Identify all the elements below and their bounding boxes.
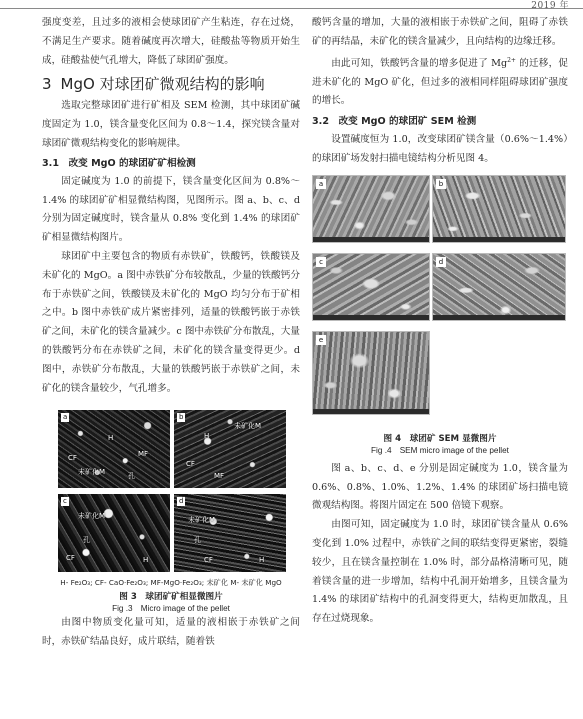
panel-tag: b <box>179 413 184 422</box>
final-paragraph: 由图可知，固定碱度为 1.0 时，球团矿镁含量从 0.6% 变化到 1.0% 过程中，赤铁矿之间的联结变得更紧密，裂缝较少，且在镁含量控制在 1.0% 时，部分晶格清晰可见，随着镁含量的进一步增加，结构中孔洞开始增多，且镁含量为 1.4% 的球团矿结构中的孔洞变得更大，结构更加散乱，且存在过烧现象。 <box>312 519 568 625</box>
sem-image-d <box>432 253 566 321</box>
phase-label: MF <box>138 450 149 459</box>
scale-bar <box>433 315 565 320</box>
paragraph-3-2: 设置碱度恒为 1.0，改变球团矿镁含量（0.6%～1.4%）的球团矿场发射扫描电镜结构分析见图 4。 <box>312 134 568 164</box>
phase-label: 未矿化M <box>78 468 106 477</box>
panel-tag: d <box>436 257 446 267</box>
micrograph-d <box>174 494 286 572</box>
phase-label: 孔 <box>128 472 135 481</box>
phase-label: CF <box>186 460 195 469</box>
intro-paragraph: 强度变差，且过多的液相会使球团矿产生粘连，存在过烧，不满足生产要求。随着碱度再次增大，硅酸盐等物质开始生成，硅酸盐使气孔增大，降低了球团矿强度。 <box>42 17 300 66</box>
conclusion-text-a: 由此可知，铁酸钙含量的增多促进了 Mg <box>331 57 508 69</box>
subsection-heading-3-2: 3.2 改变 MgO 的球团矿 SEM 检测 <box>312 116 477 128</box>
left-column <box>42 14 300 652</box>
panel-tag: e <box>316 335 326 345</box>
section-number: 3 <box>42 75 52 94</box>
paragraph-3-1-a: 固定碱度为 1.0 的前提下，镁含量变化区间为 0.8%～1.4% 的球团矿矿相显微结构图，见图所示。图 a、b、c、d 分别为固定碱度时，镁含量从 0.8% 变化到 1.4% 的球团矿矿相显微结构图片。 <box>42 175 300 244</box>
panel-tag: b <box>436 179 446 189</box>
section-heading <box>42 74 300 94</box>
micrograph-c <box>58 494 170 572</box>
phase-label: 未矿化M <box>188 516 216 525</box>
conclusion-paragraph <box>312 52 568 112</box>
figure-4 <box>312 175 568 433</box>
panel-tag: c <box>316 257 326 267</box>
right-column <box>312 14 568 629</box>
panel-tag: d <box>179 497 184 506</box>
figure-3-caption-cn: 图 3 球团矿矿相显微图片 <box>119 592 223 603</box>
sem-image-c <box>312 253 430 321</box>
panel-tag: a <box>63 413 68 422</box>
phase-label: CF <box>66 554 75 563</box>
paragraph-fig4: 图 a、b、c、d、e 分别是固定碱度为 1.0，镁含量为 0.6%、0.8%、1.0%、1.2%、1.4% 的球团矿场扫描电镜微观结构图。将图片固定在 500 倍镜下观察。 <box>312 462 568 512</box>
phase-label: 孔 <box>194 536 201 545</box>
subsection-heading-3-1: 3.1 改变 MgO 的球团矿矿相检测 <box>42 157 196 169</box>
header-rule <box>0 8 583 9</box>
figure-4-caption-en: Fig .4 SEM micro image of the pellet <box>371 445 509 455</box>
scale-bar <box>313 237 429 242</box>
figure-3-caption-en: Fig .3 Micro image of the pellet <box>112 604 230 614</box>
sem-image-b <box>432 175 566 243</box>
scale-bar <box>313 315 429 320</box>
phase-label: 未矿化M <box>78 512 106 521</box>
figure-3 <box>42 410 300 588</box>
sem-image-e <box>312 331 430 415</box>
paragraph-3-1-b: 球团矿中主要包含的物质有赤铁矿，铁酸钙，铁酸镁及未矿化的 MgO。a 图中赤铁矿分布较散乱，少量的铁酸钙分布于赤铁矿之间，铁酸镁及未矿化的 MgO 均匀分布于矿相之中。b 图中赤铁矿成片紧密排列，适量的铁酸钙嵌于赤铁矿之间，未矿化的镁含量减少。c 图中赤铁矿分布散乱，大量的铁酸钙分布在赤铁矿之间，未矿化的镁含量变得更少。d 图中，赤铁矿分布散乱，大量的铁酸钙嵌于赤铁矿之间，未矿化的镁含量较少，气孔增多。 <box>42 250 300 394</box>
mg-charge: 2+ <box>507 56 516 64</box>
scale-bar <box>313 409 429 414</box>
conclusion-text-b: 的迁移，促进未矿化的 MgO 矿化，但过多的液相同样阻碍球团矿强度的增长。 <box>312 57 568 107</box>
phase-label: H <box>143 556 149 565</box>
section-title: MgO 对球团矿微观结构的影响 <box>60 75 265 94</box>
phase-label: MF <box>214 472 225 481</box>
micrograph-b <box>174 410 286 488</box>
running-head: 2019 年 <box>531 1 569 11</box>
micrograph-a <box>58 410 170 488</box>
phase-label: H <box>259 556 265 565</box>
closing-paragraph-left: 由图中物质变化量可知，适量的液相嵌于赤铁矿之间时，赤铁矿结晶良好，成片联结，随着铁 <box>42 617 300 648</box>
phase-label: CF <box>204 556 213 565</box>
phase-label: 孔 <box>83 536 90 545</box>
panel-tag: c <box>63 497 67 506</box>
figure-4-caption-cn: 图 4 球团矿 SEM 显微图片 <box>383 433 497 444</box>
section-paragraph: 选取完整球团矿进行矿相及 SEM 检测，其中球团矿碱度固定为 1.0，镁含量变化区间为 0.8～1.4，探究镁含量对球团矿微观结构变化的影响规律。 <box>42 100 300 149</box>
scale-bar <box>433 237 565 242</box>
phase-label: H <box>204 432 210 441</box>
panel-tag: a <box>316 179 326 189</box>
phase-label: H <box>108 434 114 443</box>
phase-label: 未矿化M <box>234 422 262 431</box>
sem-image-a <box>312 175 430 243</box>
figure-3-legend: H- Fe₂O₃; CF- CaO·Fe₂O₃; MF-MgO·Fe₂O₃; 未矿化 M- 未矿化 MgO <box>60 578 282 588</box>
phase-label: CF <box>68 454 77 463</box>
continued-paragraph: 酸钙含量的增加，大量的液相嵌于赤铁矿之间，阻碍了赤铁矿的再结晶，未矿化的镁含量减少，且向结构的边缘迁移。 <box>312 17 568 47</box>
